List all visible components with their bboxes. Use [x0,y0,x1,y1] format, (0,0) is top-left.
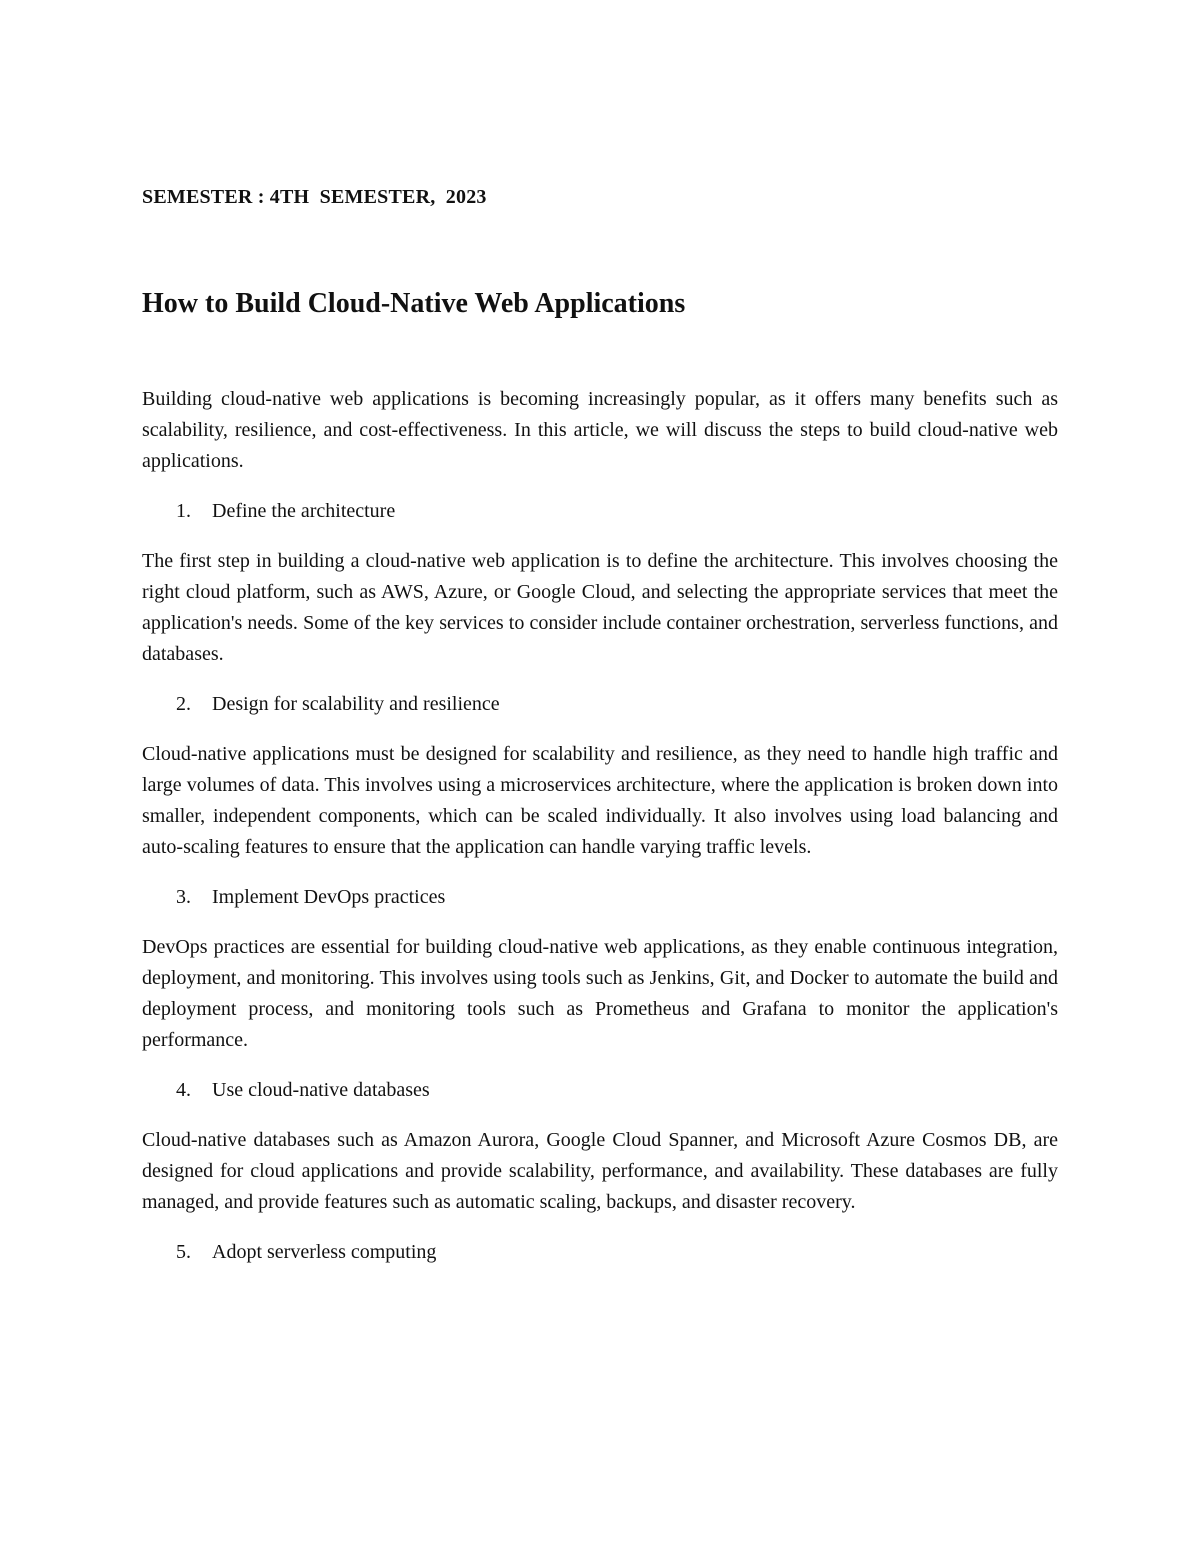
step-paragraph-3: DevOps practices are essential for building cloud-native web applications, as they enable continuous integration, deployment, and monitoring. This involves using tools such as Jenkins, Git, and Docker to automate the build and deployment process, and monitoring tools such as Prometheus and Grafana to monitor the application's performance. [142,936,1058,1051]
step-number: 5. [176,1241,191,1263]
step-item-1 [142,496,1058,527]
step-heading: Define the architecture [212,500,396,522]
step-heading: Implement DevOps practices [212,886,446,908]
document-title: How to Build Cloud-Native Web Applications [142,288,686,319]
step-item-2 [142,689,1058,720]
step-heading: Design for scalability and resilience [212,693,500,715]
step-heading: Adopt serverless computing [212,1241,437,1263]
step-heading: Use cloud-native databases [212,1079,430,1101]
step-paragraph-4: Cloud-native databases such as Amazon Aurora, Google Cloud Spanner, and Microsoft Azure Cosmos DB, are designed for cloud applications and provide scalability, performance, and availability. These databases are fully managed, and provide features such as automatic scaling, backups, and disaster recovery. [142,1129,1058,1213]
step-number: 1. [176,500,191,522]
step-item-3 [142,882,1058,913]
intro-paragraph: Building cloud-native web applications is becoming increasingly popular, as it offers many benefits such as scalability, resilience, and cost-effectiveness. In this article, we will discuss the steps to build cloud-native web applications. [142,388,1058,472]
step-paragraph-1: The first step in building a cloud-native web application is to define the architecture. This involves choosing the right cloud platform, such as AWS, Azure, or Google Cloud, and selecting the appropriate services that meet the application's needs. Some of the key services to consider include container orchestration, serverless functions, and databases. [142,550,1058,665]
step-number: 3. [176,886,191,908]
semester-line: SEMESTER : 4TH SEMESTER, 2023 [142,186,487,208]
document-content [142,180,1058,1268]
step-item-5 [142,1237,1058,1268]
step-number: 4. [176,1079,191,1101]
step-paragraph-2: Cloud-native applications must be designed for scalability and resilience, as they need to handle high traffic and large volumes of data. This involves using a microservices architecture, where the application is broken down into smaller, independent components, which can be scaled individually. It also involves using load balancing and auto-scaling features to ensure that the application can handle varying traffic levels. [142,743,1058,858]
step-number: 2. [176,693,191,715]
step-item-4 [142,1075,1058,1106]
